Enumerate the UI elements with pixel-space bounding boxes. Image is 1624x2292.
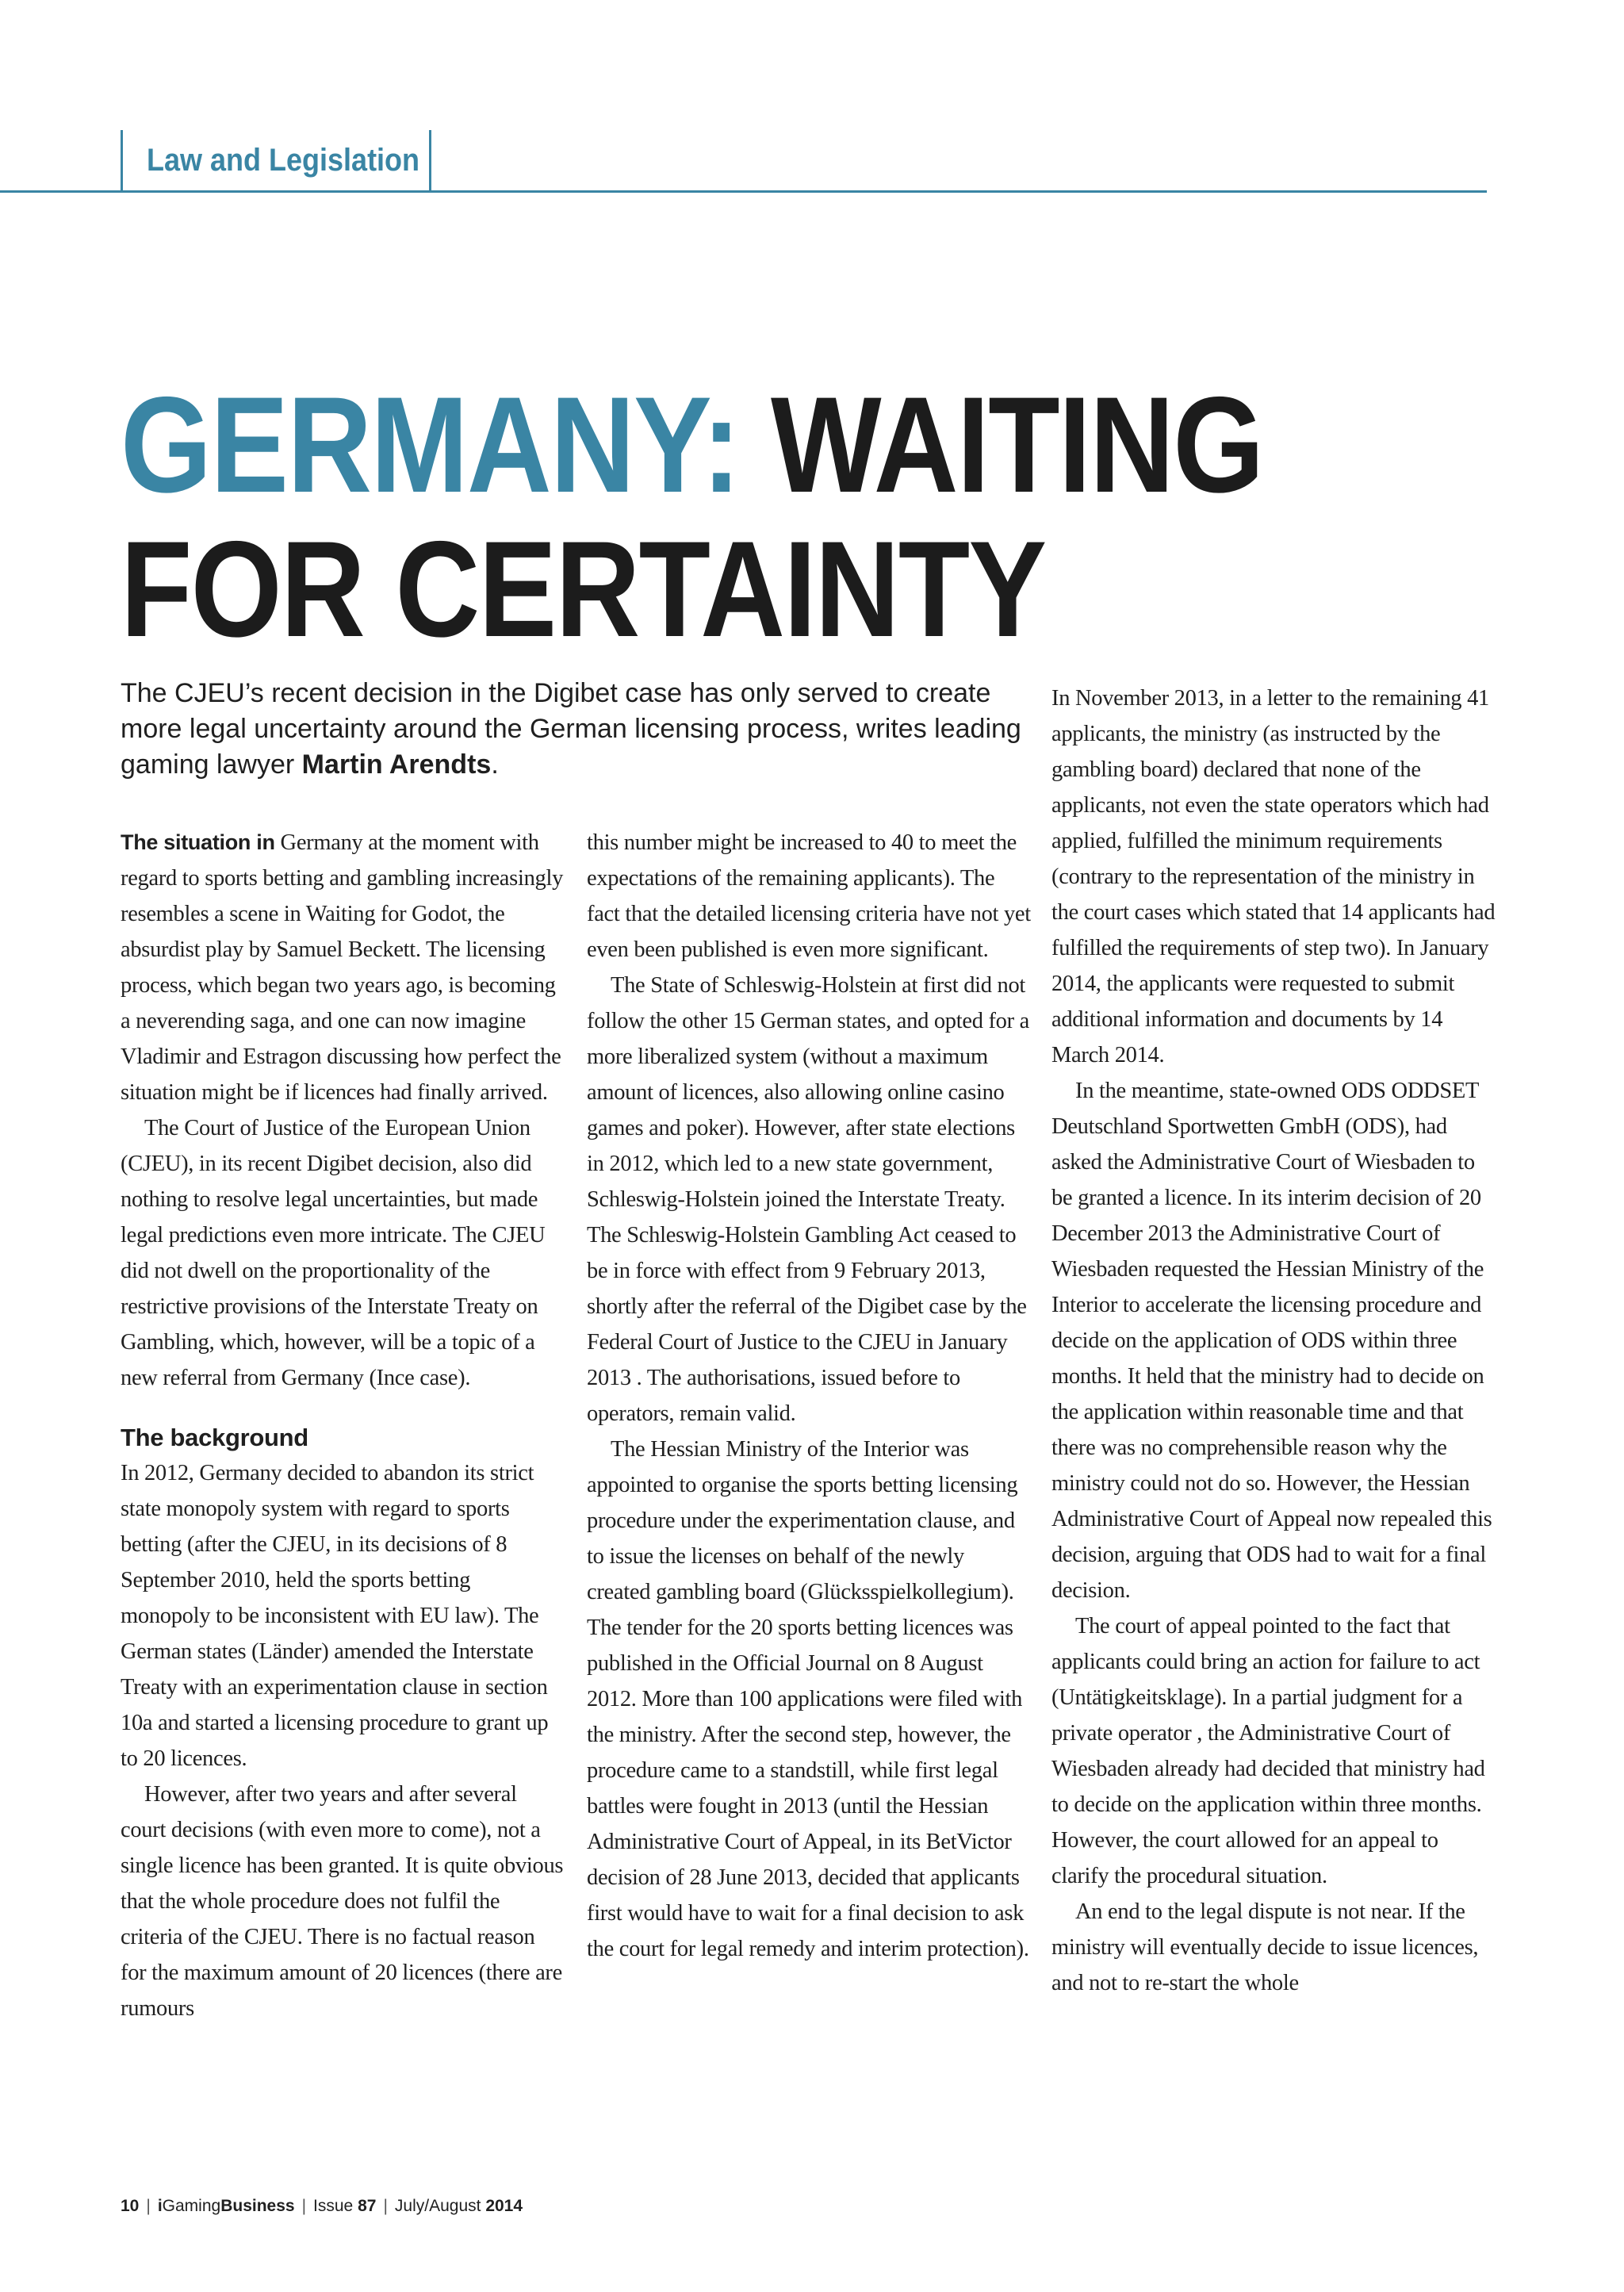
date-label: July/August [394,2197,481,2215]
column-3 [1051,680,1497,2001]
column-2 [587,825,1031,1967]
standfirst [121,676,1032,783]
issue-year: 2014 [485,2197,523,2215]
col3-paragraph-4: An end to the legal dispute is not near. If the ministry will eventually decide to issue licences, and not to re-start the whole [1051,1899,1479,1995]
title-line1-rest: WAITING [770,369,1263,521]
col2-paragraph-2: The State of Schleswig-Holstein at first did not follow the other 15 German states, and opted for a more liberalized system (without a maximum amount of licences, also allowing online casino games and poker). However, after state elections in 2012, which led to a new state government, Schleswig-Holstein joined the Interstate Treaty. The Schleswig-Holstein Gambling Act ceased to be in force with effect from 9 February 2013, shortly after the referral of the Digibet case by the Federal Court of Justice to the CJEU in January 2013 . The authorisations, issued before to operators, remain valid. [587,973,1029,1426]
issue-number: 87 [358,2197,377,2215]
brand-mid: Gaming [162,2197,221,2215]
footer-separator: | [146,2197,151,2215]
title-accent: GERMANY: [121,369,740,521]
column-1 [121,825,565,2026]
author-name: Martin Arendts [301,749,492,780]
section-label: Law and Legislation [147,143,420,178]
subhead-background: The background [121,1424,308,1451]
col1-paragraph-3: In 2012, Germany decided to abandon its strict state monopoly system with regard to sports betting (after the CJEU, in its decisions of 8 September 2010, held the sports betting monopoly to be inconsistent with EU law). The German states (Länder) amended the Interstate Treaty with an experimentation clause in section 10a and started a licensing procedure to grant up to 20 licences. [121,1461,549,1771]
col1-p1-text: Germany at the moment with regard to sports betting and gambling increasingly resembles a scene in Waiting for Godot, the absurdist play by Samuel Beckett. The licensing process, which began two years ago, is becoming a neverending saga, and one can now imagine Vladimir and Estragon discussing how perfect the situation might be if licences had finally arrived. [121,830,564,1105]
section-header [121,130,431,190]
page-number: 10 [121,2197,140,2215]
footer-separator: | [383,2197,388,2215]
lead-in: The situation in [121,830,275,854]
title-line2: FOR CERTAINTY [121,513,1046,665]
col1-paragraph-4: However, after two years and after several court decisions (with even more to come), not a single licence has been granted. It is quite obvious that the whole procedure does not fulfil the criteria of the CJEU. There is no factual reason for the maximum amount of 20 licences (there are rumours [121,1782,564,2021]
standfirst-text: The CJEU’s recent decision in the Digibet case has only served to create more legal uncertainty around the German licensing process, writes leading gaming lawyer [121,678,1021,780]
col3-paragraph-3: The court of appeal pointed to the fact that applicants could bring an action for failure to act (Untätigkeitsklage). In a partial judgment for a private operator , the Administrative Court of Wiesbaden already had decided that ministry had to decide on the application within three months. However, the court allowed for an appeal to clarify the procedural situation. [1051,1614,1485,1888]
header-rule [0,190,1487,193]
col3-paragraph-1: In November 2013, in a letter to the remaining 41 applicants, the ministry (as instructed by the gambling board) declared that none of the applicants, not even the state operators which had applied, fulfilled the minimum requirements (contrary to the representation of the ministry in the court cases which stated that 14 applicants had fulfilled the requirements of step two). In January 2014, the applicants were requested to submit additional information and documents by 14 March 2014. [1051,686,1496,1067]
footer-separator: | [301,2197,307,2215]
page-footer [121,2197,523,2216]
col1-paragraph-1 [121,825,565,1110]
article-title [121,369,1263,665]
issue-label: Issue [313,2197,354,2215]
col2-paragraph-3: The Hessian Ministry of the Interior was appointed to organise the sports betting licensing procedure under the experimentation clause, and to issue the licenses on behalf of the newly created gambling board (Glücksspielkollegium). The tender for the 20 sports betting licences was published in the Official Journal on 8 August 2012. More than 100 applications were filed with the ministry. After the second step, however, the procedure came to a standstill, while first legal battles were fought in 2013 (until the Hessian Administrative Court of Appeal, in its BetVictor decision of 28 June 2013, decided that applicants first would have to wait for a final decision to ask the court for legal remedy and interim protection). [587,1437,1029,1961]
col2-paragraph-1: this number might be increased to 40 to meet the expectations of the remaining applicants). The fact that the detailed licensing criteria have not yet even been published is even more significant. [587,830,1031,962]
brand-end: Business [220,2197,295,2215]
col3-paragraph-2: In the meantime, state-owned ODS ODDSET Deutschland Sportwetten GmbH (ODS), had asked the Administrative Court of Wiesbaden to be granted a licence. In its interim decision of 20 December 2013 the Administrative Court of Wiesbaden requested the Hessian Ministry of the Interior to accelerate the licensing procedure and decide on the application of ODS within three months. It held that the ministry had to decide on the application within reasonable time and that there was no comprehensible reason why the ministry could not do so. However, the Hessian Administrative Court of Appeal now repealed this decision, arguing that ODS had to wait for a final decision. [1051,1079,1492,1603]
col1-paragraph-2: The Court of Justice of the European Union (CJEU), in its recent Digibet decision, also did nothing to resolve legal uncertainties, but made legal predictions even more intricate. The CJEU did not dwell on the proportionality of the restrictive provisions of the Interstate Treaty on Gambling, which, however, will be a topic of a new referral from Germany (Ince case). [121,1116,546,1390]
brand-prefix: i [157,2197,163,2215]
standfirst-end: . [491,749,499,780]
